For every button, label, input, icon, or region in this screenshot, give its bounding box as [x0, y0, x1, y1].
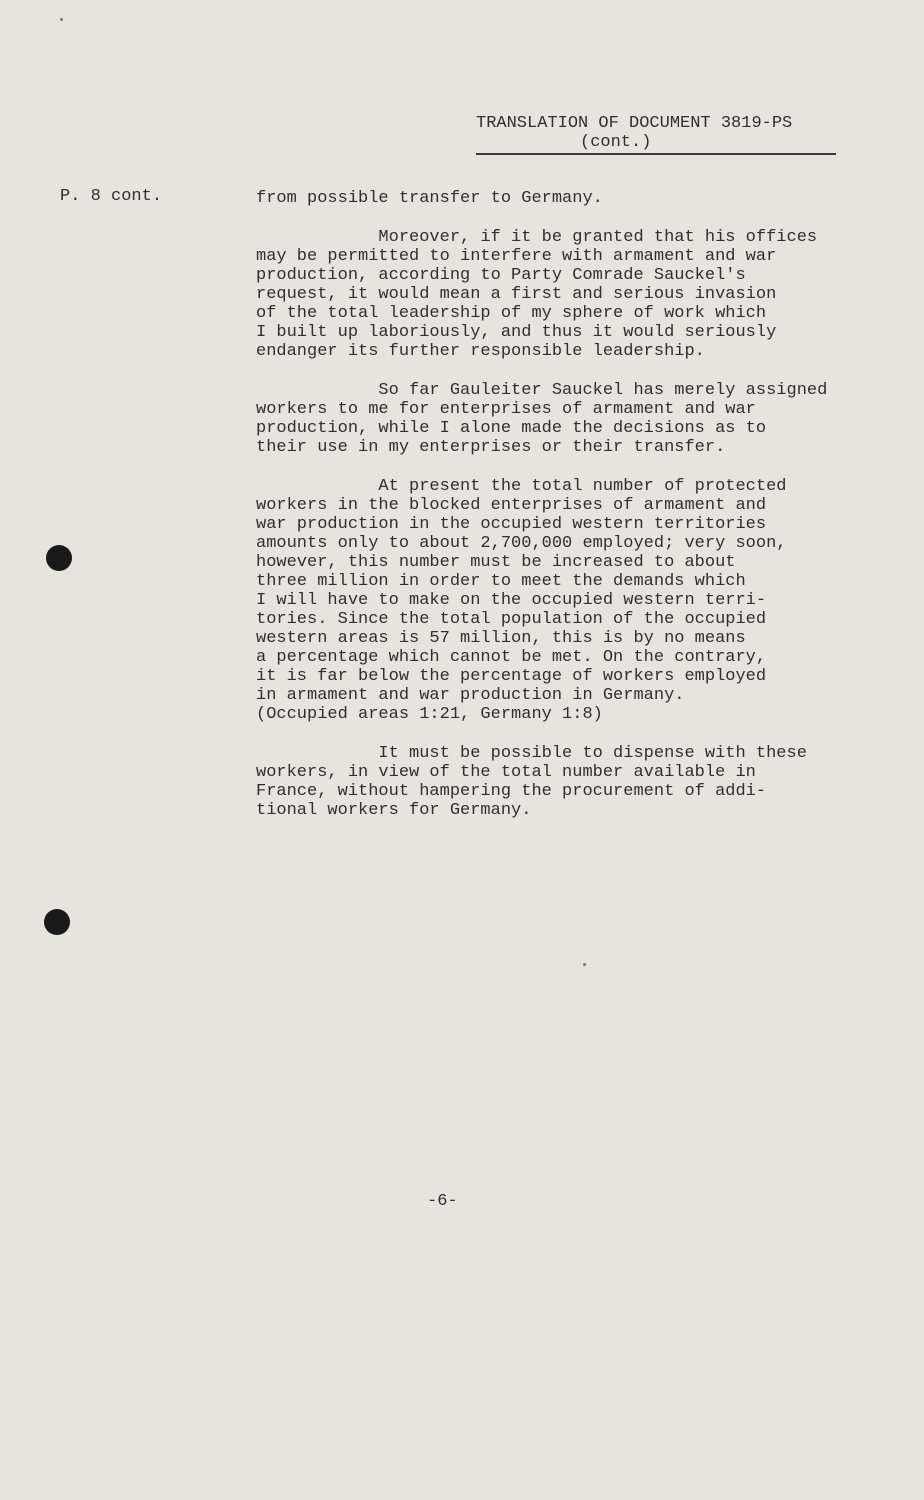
paragraph-line: production, according to Party Comrade Sauckel's — [256, 266, 746, 285]
paragraph-line: Moreover, if it be granted that his offices — [256, 228, 818, 247]
paragraph-line: I will have to make on the occupied western terri- — [256, 591, 767, 610]
paragraph-line: however, this number must be increased to about — [256, 553, 736, 572]
paragraph-line: tional workers for Germany. — [256, 801, 532, 820]
paragraph-3 — [256, 477, 876, 724]
paragraph-line: At present the total number of protected — [256, 477, 787, 496]
paragraph-line: of the total leadership of my sphere of work which — [256, 304, 767, 323]
page-number: -6- — [427, 1192, 458, 1211]
paragraph-4 — [256, 744, 876, 820]
header-continued: (cont.) — [580, 133, 652, 152]
paragraph-line: western areas is 57 million, this is by no means — [256, 629, 746, 648]
header-title: TRANSLATION OF DOCUMENT 3819-PS — [476, 114, 793, 133]
paragraph-line: it is far below the percentage of workers employed — [256, 667, 767, 686]
paragraph-line: request, it would mean a first and serious invasion — [256, 285, 777, 304]
paragraph-2 — [256, 381, 876, 457]
paragraph-line: It must be possible to dispense with these — [256, 744, 807, 763]
lead-line: from possible transfer to Germany. — [256, 189, 603, 208]
body-text — [256, 189, 876, 840]
paragraph-1 — [256, 228, 876, 361]
paragraph-line: I built up laboriously, and thus it would seriously — [256, 323, 777, 342]
paragraph-line: workers, in view of the total number available in — [256, 763, 756, 782]
paragraph-line: workers in the blocked enterprises of armament and — [256, 496, 767, 515]
paragraph-line: tories. Since the total population of the occupied — [256, 610, 767, 629]
paragraph-line: workers to me for enterprises of armament and war — [256, 400, 756, 419]
paragraph-line: France, without hampering the procurement of addi- — [256, 782, 767, 801]
paragraph-line: war production in the occupied western territories — [256, 515, 767, 534]
header-underline — [476, 153, 836, 155]
paragraph-line: So far Gauleiter Sauckel has merely assigned — [256, 381, 828, 400]
paragraph-line: may be permitted to interfere with armament and war — [256, 247, 777, 266]
paragraph-line: endanger its further responsible leadership. — [256, 342, 705, 361]
paragraph-line: production, while I alone made the decisions as to — [256, 419, 767, 438]
paragraph-line: their use in my enterprises or their transfer. — [256, 438, 726, 457]
document-header — [476, 114, 836, 152]
paragraph-line: three million in order to meet the demands which — [256, 572, 746, 591]
paragraph-line: a percentage which cannot be met. On the contrary, — [256, 648, 767, 667]
paper-speck — [60, 18, 63, 21]
paragraph-line: in armament and war production in Germany. — [256, 686, 685, 705]
page-reference: P. 8 cont. — [60, 187, 163, 206]
paragraph-line: (Occupied areas 1:21, Germany 1:8) — [256, 705, 603, 724]
paragraph-line: amounts only to about 2,700,000 employed; very soon, — [256, 534, 787, 553]
punch-hole-bottom — [44, 909, 70, 935]
paper-speck — [583, 963, 586, 966]
punch-hole-top — [46, 545, 72, 571]
